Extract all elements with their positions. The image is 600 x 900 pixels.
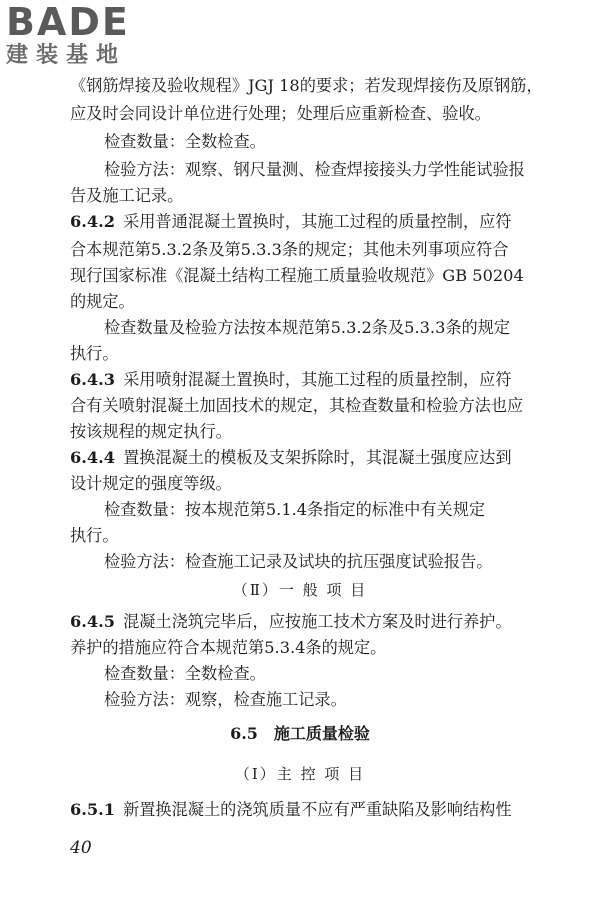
- clause-number: 6.4.2: [70, 212, 116, 231]
- subsection-heading: （Ⅰ）主 控 项 目: [234, 765, 366, 783]
- clause-number: 6.5.1: [70, 800, 116, 819]
- subsection-heading: （Ⅱ）一 般 项 目: [232, 581, 368, 599]
- page-number: 40: [70, 838, 92, 858]
- clause-number: 6.4.4: [70, 448, 116, 467]
- body-line: 告及施工记录。: [70, 186, 184, 205]
- body-line: 设计规定的强度等级。: [70, 474, 232, 493]
- body-line: 合有关喷射混凝土加固技术的规定，其检查数量和检验方法也应: [70, 396, 524, 415]
- body-line: 检验方法：观察、钢尺量测、检查焊接接头力学性能试验报: [104, 160, 525, 179]
- clause-6-4-2: 6.4.2 采用普通混凝土置换时，其施工过程的质量控制，应符: [70, 212, 512, 231]
- body-line: 检查数量：按本规范第5.1.4条指定的标准中有关规定: [104, 500, 486, 519]
- clause-6-4-3: 6.4.3 采用喷射混凝土置换时，其施工过程的质量控制，应符: [70, 370, 512, 389]
- body-line: 检查数量：全数检查。: [104, 664, 266, 683]
- body-line: 检验方法：检查施工记录及试块的抗压强度试验报告。: [104, 552, 493, 571]
- body-line: 检查数量：全数检查。: [104, 132, 266, 151]
- clause-6-4-4: 6.4.4 置换混凝土的模板及支架拆除时，其混凝土强度应达到: [70, 448, 512, 467]
- logo-word: BADE: [6, 0, 130, 44]
- body-line: 养护的措施应符合本规范第5.3.4条的规定。: [70, 638, 387, 657]
- logo-chinese: 建装基地: [6, 43, 127, 68]
- body-line: 应及时会同设计单位进行处理；处理后应重新检查、验收。: [70, 104, 491, 123]
- clause-number: 6.4.5: [70, 612, 116, 631]
- clause-number: 6.4.3: [70, 370, 116, 389]
- body-line: 现行国家标准《混凝土结构工程施工质量验收规范》GB 50204: [70, 266, 524, 285]
- body-line: 执行。: [70, 344, 119, 363]
- body-line: 检验方法：观察，检查施工记录。: [104, 690, 347, 709]
- watermark-logo: [6, 2, 130, 68]
- clause-6-4-5: 6.4.5 混凝土浇筑完毕后，应按施工技术方案及时进行养护。: [70, 612, 512, 631]
- body-line: 执行。: [70, 526, 119, 545]
- body-line: 《钢筋焊接及验收规程》JGJ 18的要求；若发现焊接伤及原钢筋，: [70, 76, 543, 95]
- body-line: 检查数量及检验方法按本规范第5.3.2条及5.3.3条的规定: [104, 318, 511, 337]
- clause-6-5-1: 6.5.1 新置换混凝土的浇筑质量不应有严重缺陷及影响结构性: [70, 800, 512, 819]
- section-heading: 6.5 施工质量检验: [230, 724, 370, 743]
- body-line: 按该规程的规定执行。: [70, 422, 232, 441]
- body-line: 的规定。: [70, 292, 135, 311]
- body-line: 合本规范第5.3.2条及第5.3.3条的规定；其他未列事项应符合: [70, 240, 509, 259]
